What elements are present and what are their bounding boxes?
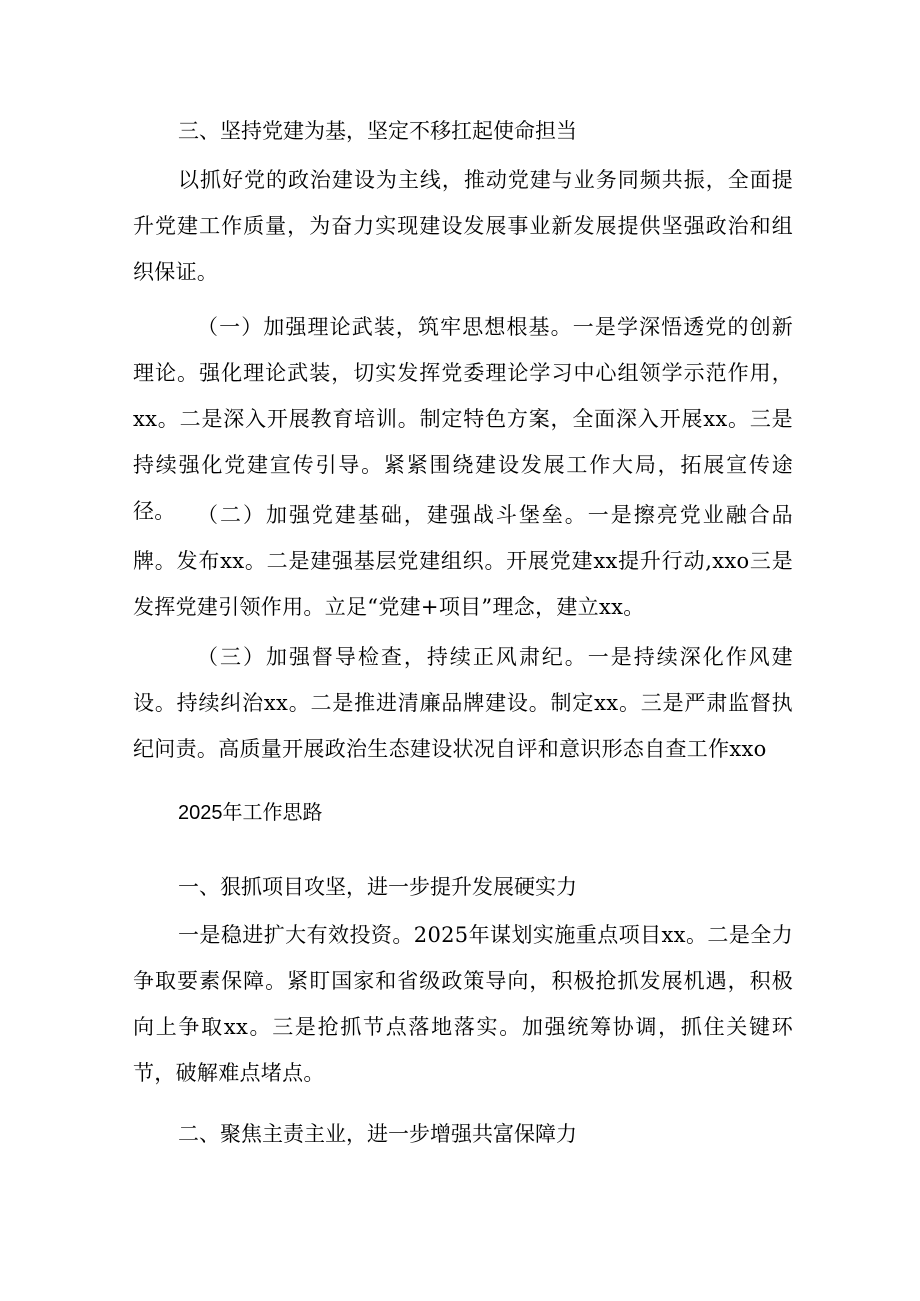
plan-section2-heading: 二、聚焦主责主业，进一步增强共富保障力	[178, 1122, 577, 1146]
plan-title: 2025年工作思路	[178, 802, 323, 824]
item1-paragraph: （一）加强理论武装，筑牢思想根基。一是学深悟透党的创新理论。强化理论武装，切实发挥党委理论学习中心组领学示范作用，xx。二是深入开展教育培训。制定特色方案，全面深入开展xx。三是持续强化党建宣传引导。紧紧围绕建设发展工作大局，拓展宣传途径。	[133, 315, 793, 523]
plan-section1-paragraph: 一是稳进扩大有效投资。2025年谋划实施重点项目xx。二是全力争取要素保障。紧盯国家和省级政策导向，积极抢抓发展机遇，积极向上争取xx。三是抢抓节点落地落实。加强统筹协调，抓住关键环节，破解难点堵点。	[133, 923, 793, 1085]
section3-intro-paragraph: 以抓好党的政治建设为主线，推动党建与业务同频共振，全面提升党建工作质量，为奋力实现建设发展事业新发展提供坚强政治和组织保证。	[133, 168, 793, 284]
item3-paragraph: （三）加强督导检查，持续正风肃纪。一是持续深化作风建设。持续纠治xx。二是推进清廉品牌建设。制定xx。三是严肃监督执纪问责。高质量开展政治生态建设状况自评和意识形态自查工作xxo	[133, 645, 793, 761]
plan-section1-heading: 一、狠抓项目攻坚，进一步提升发展硬实力	[178, 875, 577, 899]
section3-heading: 三、坚持党建为基，坚定不移扛起使命担当	[178, 119, 577, 143]
item2-paragraph: （二）加强党建基础，建强战斗堡垒。一是擦亮党业融合品牌。发布xx。二是建强基层党建组织。开展党建xx提升行动,xxo三是发挥党建引领作用。立足“党建+项目”理念，建立xx。	[133, 503, 793, 619]
